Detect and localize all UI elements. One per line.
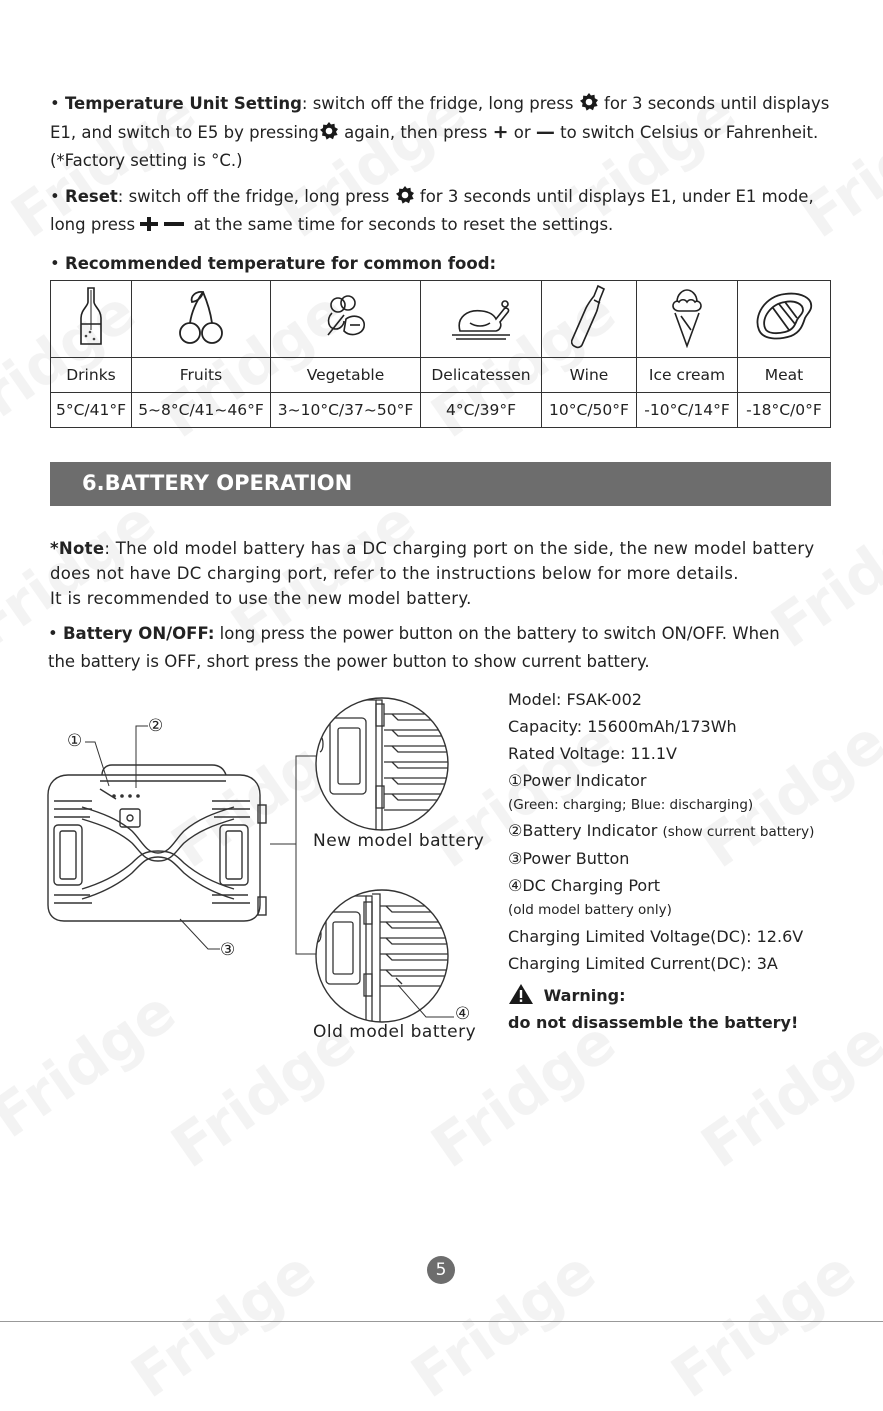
food-icon-cell bbox=[421, 281, 542, 358]
old-model-caption: Old model battery bbox=[313, 1022, 477, 1042]
food-temp: 5°C/41°F bbox=[51, 393, 132, 428]
section-banner bbox=[50, 462, 831, 506]
temperature-unit-title: Temperature Unit Setting bbox=[64, 94, 302, 113]
food-name: Vegetable bbox=[271, 358, 421, 393]
text: again, then press bbox=[344, 123, 488, 142]
spec-voltage: Rated Voltage: 11.1V bbox=[508, 744, 677, 763]
plus-icon: + bbox=[492, 121, 509, 143]
recommended-title: Recommended temperature for common food: bbox=[64, 254, 497, 273]
text: for 3 seconds until displays E1, under E1 mode, bbox=[419, 187, 814, 206]
minus-icon: — bbox=[535, 121, 555, 143]
onoff-label: Battery ON/OFF: bbox=[62, 624, 215, 643]
text: for 3 seconds until displays bbox=[604, 94, 830, 113]
gear-icon bbox=[319, 121, 339, 141]
note-paragraph bbox=[50, 536, 850, 611]
food-temp: 4°C/39°F bbox=[421, 393, 542, 428]
text: does not have DC charging port, refer to the instructions below for more details. bbox=[50, 564, 739, 583]
food-temp: 10°C/50°F bbox=[542, 393, 637, 428]
spec-battery-indicator-row bbox=[508, 821, 868, 840]
spec-capacity: Capacity: 15600mAh/173Wh bbox=[508, 717, 737, 736]
page-border bbox=[0, 1321, 883, 1322]
spec-battery-indicator: ②Battery Indicator bbox=[508, 821, 658, 840]
section-title: 6.BATTERY OPERATION bbox=[82, 471, 353, 495]
food-icon-cell bbox=[51, 281, 132, 358]
warning-text: do not disassemble the battery! bbox=[508, 1013, 799, 1032]
steak-icon bbox=[753, 290, 815, 344]
cherry-icon bbox=[176, 287, 226, 347]
reset-paragraph: • Reset: switch off the fridge, long press for 3 seconds until displays E1, under E1 mode, long press at the same time for seconds to reset the settings. bbox=[50, 187, 814, 234]
warning-icon bbox=[508, 983, 534, 1005]
spec-dc-port-note: (old model battery only) bbox=[508, 902, 672, 918]
food-icon-cell bbox=[738, 281, 831, 358]
food-temperature-table bbox=[50, 280, 831, 428]
wine-bottle-icon bbox=[571, 284, 607, 350]
page-number: 5 bbox=[427, 1256, 455, 1284]
new-model-caption: New model battery bbox=[313, 831, 485, 851]
onoff-paragraph: • Battery ON/OFF: long press the power button on the battery to switch ON/OFF. When the battery is OFF, short press the power button to show current battery. bbox=[48, 620, 848, 676]
recommended-heading: • Recommended temperature for common food: bbox=[50, 254, 497, 273]
gear-icon bbox=[395, 185, 415, 205]
callout-4: ④ bbox=[455, 1004, 471, 1024]
text: : switch off the fridge, long press bbox=[117, 187, 390, 206]
food-temp: 3~10°C/37~50°F bbox=[271, 393, 421, 428]
watermark bbox=[689, 1007, 883, 1181]
food-temp: -10°C/14°F bbox=[637, 393, 738, 428]
factory-setting-note: (*Factory setting is °C.) bbox=[50, 151, 243, 170]
warning-row bbox=[508, 983, 868, 1005]
text: E1, and switch to E5 by pressing bbox=[50, 123, 319, 142]
food-icon-cell bbox=[132, 281, 271, 358]
roast-chicken-icon bbox=[448, 293, 514, 341]
food-name: Ice cream bbox=[637, 358, 738, 393]
text: It is recommended to use the new model battery. bbox=[50, 589, 472, 608]
text: to switch Celsius or Fahrenheit. bbox=[560, 123, 819, 142]
reset-title: Reset bbox=[64, 187, 118, 206]
new-model-battery-zoom bbox=[312, 694, 452, 834]
spec-model: Model: FSAK-002 bbox=[508, 690, 642, 709]
temperature-unit-paragraph: • Temperature Unit Setting: switch off the fridge, long press for 3 seconds until displays E1, and switch to E5 by pressing again, then press + or — to switch Celsius or Fahrenheit. (*Factory setting is °C.) bbox=[50, 90, 850, 175]
bottle-icon bbox=[76, 286, 106, 348]
spec-battery-indicator-note: (show current battery) bbox=[662, 824, 815, 840]
vegetable-icon bbox=[322, 293, 370, 341]
text: at the same time for seconds to reset the settings. bbox=[193, 215, 614, 234]
ice-cream-icon bbox=[667, 286, 707, 348]
food-name: Meat bbox=[738, 358, 831, 393]
text: : switch off the fridge, long press bbox=[301, 94, 574, 113]
food-name: Delicatessen bbox=[421, 358, 542, 393]
food-name: Fruits bbox=[132, 358, 271, 393]
spec-charge-voltage: Charging Limited Voltage(DC): 12.6V bbox=[508, 927, 804, 946]
spec-power-indicator-note: (Green: charging; Blue: discharging) bbox=[508, 797, 754, 813]
callout-2: ② bbox=[148, 716, 164, 736]
text: the battery is OFF, short press the power button to show current battery. bbox=[48, 652, 650, 671]
food-icon-cell bbox=[637, 281, 738, 358]
note-label: *Note bbox=[50, 539, 105, 558]
text: or bbox=[513, 123, 531, 142]
spec-charge-current: Charging Limited Current(DC): 3A bbox=[508, 954, 778, 973]
spec-dc-port: ④DC Charging Port bbox=[508, 876, 661, 895]
gear-icon bbox=[579, 92, 599, 112]
spec-power-button: ③Power Button bbox=[508, 849, 630, 868]
food-temp: 5~8°C/41~46°F bbox=[132, 393, 271, 428]
spec-power-indicator: ①Power Indicator bbox=[508, 771, 647, 790]
warning-title: Warning: bbox=[543, 986, 626, 1005]
food-name: Wine bbox=[542, 358, 637, 393]
watermark bbox=[0, 977, 188, 1151]
food-name: Drinks bbox=[51, 358, 132, 393]
text: long press the power button on the battery to switch ON/OFF. When bbox=[214, 624, 780, 643]
text: : The old model battery has a DC charging port on the side, the new model battery bbox=[104, 539, 815, 558]
food-temp: -18°C/0°F bbox=[738, 393, 831, 428]
food-icon-cell bbox=[542, 281, 637, 358]
callout-1: ① bbox=[67, 731, 83, 751]
text: long press bbox=[50, 215, 136, 234]
plus-minus-icon bbox=[140, 217, 188, 231]
callout-3: ③ bbox=[220, 940, 236, 960]
food-icon-cell bbox=[271, 281, 421, 358]
